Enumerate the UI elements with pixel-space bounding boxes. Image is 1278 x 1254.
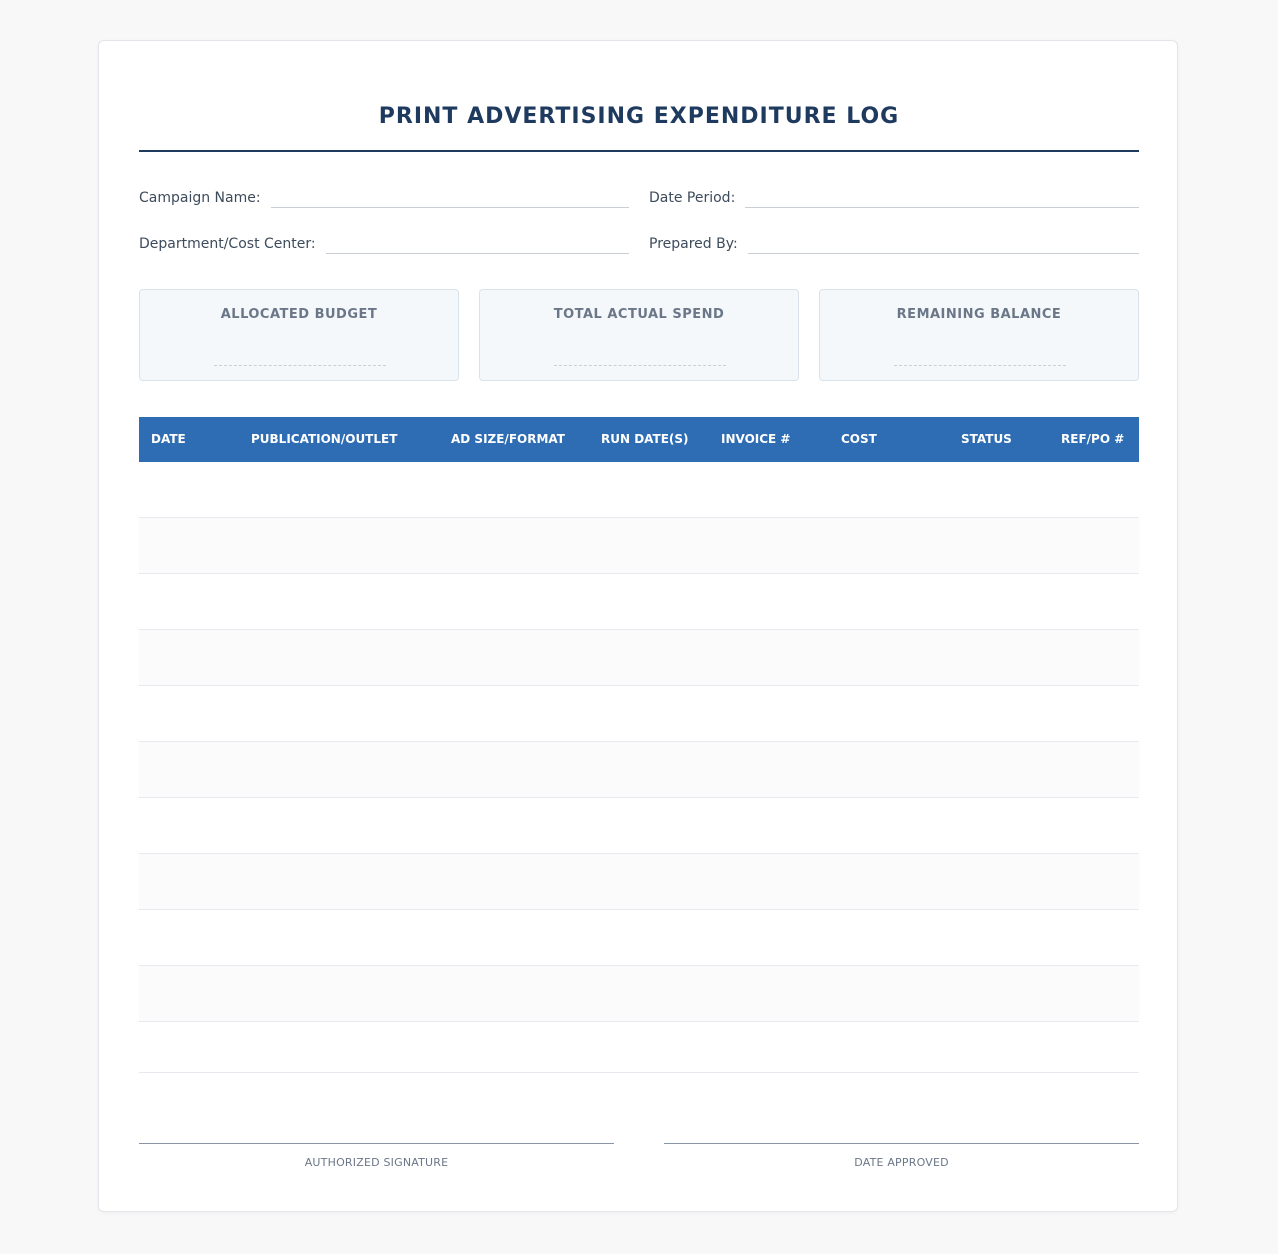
date-approved-label: DATE APPROVED — [854, 1156, 949, 1169]
title-divider — [139, 150, 1139, 152]
table-row[interactable] — [139, 854, 1139, 910]
column-header-ref-po: REF/PO # — [1061, 432, 1125, 446]
remaining-balance-label: REMAINING BALANCE — [896, 307, 1062, 322]
campaign-name-input-line[interactable] — [271, 187, 629, 208]
allocated-budget-label: ALLOCATED BUDGET — [220, 307, 378, 322]
prepared-by-input-line[interactable] — [748, 233, 1139, 254]
table-row[interactable] — [139, 798, 1139, 854]
date-period-field[interactable] — [649, 182, 1139, 208]
table-row[interactable] — [139, 742, 1139, 798]
table-row[interactable] — [139, 910, 1139, 966]
department-label: Department/Cost Center: — [139, 236, 316, 252]
column-header-status: STATUS — [961, 432, 1012, 446]
table-row[interactable] — [139, 966, 1139, 1022]
authorized-signature-line[interactable] — [139, 1143, 614, 1144]
total-actual-spend-value-line[interactable] — [554, 365, 726, 366]
date-approved-line[interactable] — [664, 1143, 1139, 1144]
column-header-ad-size: AD SIZE/FORMAT — [451, 432, 565, 446]
total-actual-spend-box — [479, 289, 799, 381]
table-row[interactable] — [139, 462, 1139, 518]
table-row[interactable] — [139, 686, 1139, 742]
remaining-balance-box — [819, 289, 1139, 381]
column-header-date: DATE — [151, 432, 186, 446]
department-input-line[interactable] — [326, 233, 629, 254]
date-period-label: Date Period: — [649, 190, 736, 206]
authorized-signature-label: AUTHORIZED SIGNATURE — [304, 1156, 449, 1169]
table-row[interactable] — [139, 630, 1139, 686]
table-row[interactable] — [139, 518, 1139, 574]
column-header-publication: PUBLICATION/OUTLET — [251, 432, 398, 446]
campaign-name-field[interactable] — [139, 182, 629, 208]
prepared-by-field[interactable] — [649, 228, 1139, 254]
date-period-input-line[interactable] — [745, 187, 1139, 208]
table-header — [139, 417, 1139, 462]
campaign-name-label: Campaign Name: — [139, 190, 261, 206]
expenditure-log-sheet — [98, 40, 1178, 1212]
department-field[interactable] — [139, 228, 629, 254]
total-actual-spend-label: TOTAL ACTUAL SPEND — [553, 307, 725, 322]
table-row[interactable] — [139, 574, 1139, 630]
column-header-cost: COST — [841, 432, 877, 446]
table-row[interactable] — [139, 1022, 1139, 1073]
prepared-by-label: Prepared By: — [649, 236, 738, 252]
page-title: PRINT ADVERTISING EXPENDITURE LOG — [378, 104, 900, 129]
column-header-invoice: INVOICE # — [721, 432, 791, 446]
remaining-balance-value-line[interactable] — [894, 365, 1066, 366]
column-header-run-dates: RUN DATE(S) — [601, 432, 689, 446]
allocated-budget-box — [139, 289, 459, 381]
allocated-budget-value-line[interactable] — [214, 365, 386, 366]
